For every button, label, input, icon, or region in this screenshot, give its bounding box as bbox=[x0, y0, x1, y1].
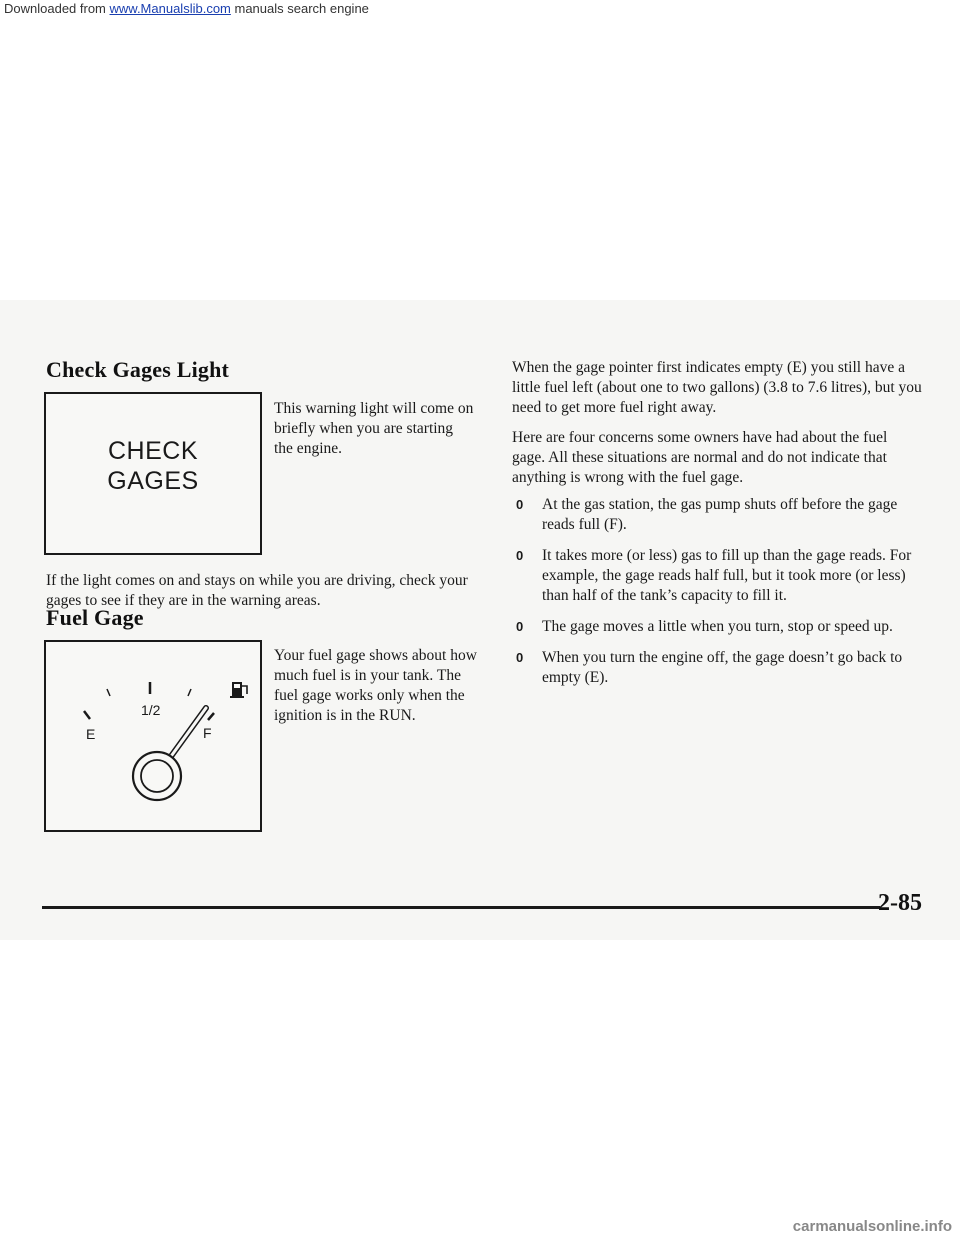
fuel-gage-description: Your fuel gage shows about how much fuel is in your tank. The fuel gage works only when the ignition is in the RUN. bbox=[274, 647, 477, 724]
gauge-needle-icon bbox=[133, 708, 206, 800]
gauge-label-full: F bbox=[203, 725, 212, 741]
check-gages-panel-line2: GAGES bbox=[107, 467, 199, 495]
page-number: 2-85 bbox=[878, 890, 922, 916]
bullet-marker: 0 bbox=[516, 548, 524, 563]
gauge-label-empty: E bbox=[86, 726, 96, 742]
footer-watermark: carmanualsonline.info bbox=[792, 1218, 952, 1235]
bullet-marker: 0 bbox=[516, 497, 524, 512]
manualslib-link[interactable]: www.Manualslib.com bbox=[109, 1, 231, 16]
list-item bbox=[514, 648, 924, 688]
list-item-text: It takes more (or less) gas to fill up than the gage reads. For example, the gage reads half full, but it took more (or less) than half of the tank’s capacity to fill it. bbox=[542, 547, 912, 604]
fuel-gage-panel bbox=[44, 640, 262, 832]
bullet-marker: 0 bbox=[516, 619, 524, 634]
page-rule bbox=[42, 906, 880, 909]
check-gages-panel bbox=[44, 392, 262, 555]
check-gages-paragraph: If the light comes on and stays on while you are driving, check your gages to see if they are in the warning areas. bbox=[46, 572, 468, 609]
gauge-label-half: 1/2 bbox=[141, 702, 161, 718]
gauge-tick-quarter bbox=[107, 689, 110, 696]
check-gages-description: This warning light will come on briefly when you are starting the engine. bbox=[274, 400, 474, 457]
list-item bbox=[514, 495, 924, 535]
fuel-gauge-graphic bbox=[46, 642, 260, 830]
list-item bbox=[514, 546, 924, 606]
list-item-text: The gage moves a little when you turn, stop or speed up. bbox=[542, 618, 893, 635]
list-item bbox=[514, 617, 924, 637]
gauge-tick-empty bbox=[84, 711, 90, 719]
check-gages-heading: Check Gages Light bbox=[46, 357, 230, 382]
owner-concerns-paragraph: Here are four concerns some owners have had about the fuel gage. All these situations are normal and do not indicate that anything is wrong with the fuel gage. bbox=[512, 429, 888, 486]
concerns-list bbox=[514, 495, 924, 699]
fuel-pump-icon bbox=[230, 682, 247, 698]
bullet-marker: 0 bbox=[516, 650, 524, 665]
gauge-tick-full bbox=[208, 713, 214, 720]
banner-suffix: manuals search engine bbox=[230, 1, 369, 16]
fuel-empty-paragraph: When the gage pointer first indicates empty (E) you still have a little fuel left (about one to two gallons) (3.8 to 7.6 litres), but you need to get more fuel right away. bbox=[512, 359, 922, 416]
list-item-text: At the gas station, the gas pump shuts off before the gage reads full (F). bbox=[542, 496, 898, 533]
download-banner bbox=[4, 1, 369, 16]
list-item-text: When you turn the engine off, the gage doesn’t go back to empty (E). bbox=[542, 649, 903, 686]
fuel-gage-heading: Fuel Gage bbox=[46, 605, 144, 630]
banner-prefix: Downloaded from bbox=[4, 1, 110, 16]
check-gages-panel-line1: CHECK bbox=[107, 437, 198, 465]
gauge-tick-three-quarter bbox=[188, 689, 191, 696]
